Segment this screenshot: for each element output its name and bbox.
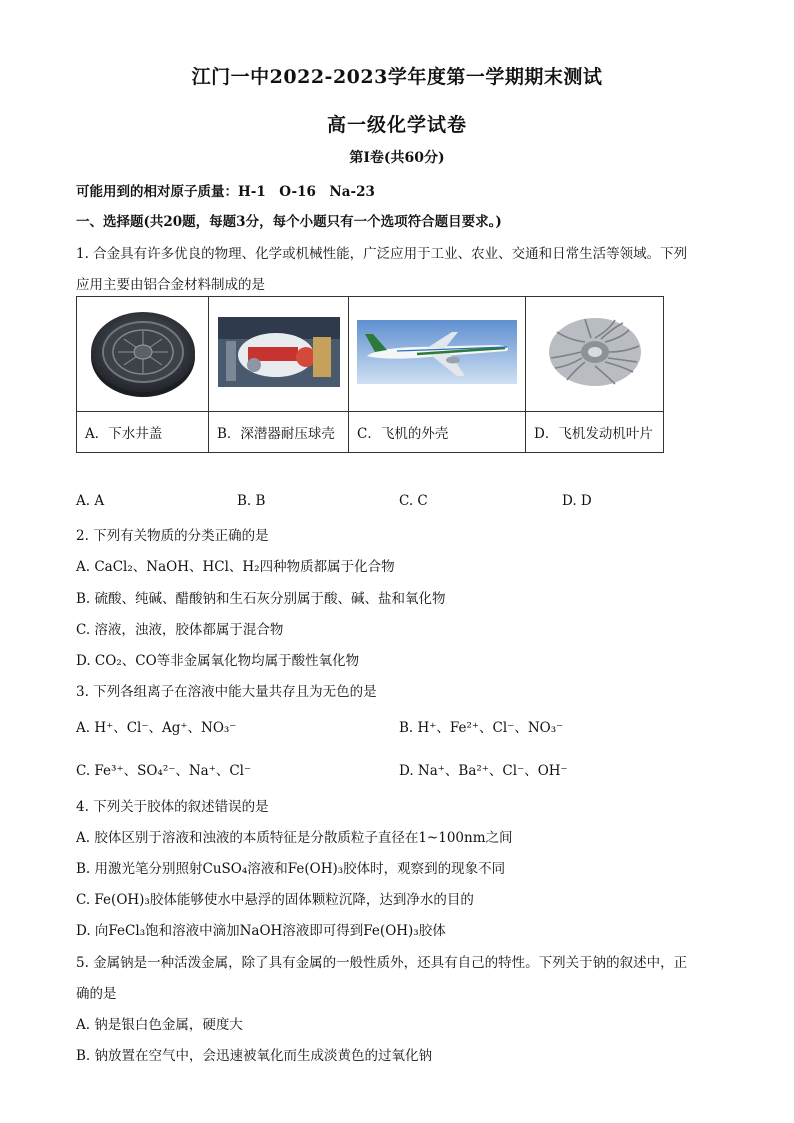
submersible-image — [209, 297, 349, 412]
airplane-image — [349, 297, 526, 412]
q1-option-d[interactable]: D. D — [562, 493, 592, 509]
q4-option-b[interactable]: B. 用激光笔分别照射CuSO₄溶液和Fe(OH)₃胶体时，观察到的现象不同 — [76, 861, 506, 877]
q3-option-b[interactable]: B. H⁺、Fe²⁺、Cl⁻、NO₃⁻ — [399, 720, 564, 736]
q3-option-d[interactable]: D. Na⁺、Ba²⁺、Cl⁻、OH⁻ — [399, 763, 568, 779]
q3-option-a[interactable]: A. H⁺、Cl⁻、Ag⁺、NO₃⁻ — [76, 720, 237, 736]
q1-image-table — [76, 296, 664, 453]
atomic-masses: 可能用到的相对原子质量：H-1 O-16 Na-23 — [76, 184, 375, 200]
engine-blade-image — [526, 297, 664, 412]
q1-caption-c: C．飞机的外壳 — [349, 412, 526, 453]
q2-option-c[interactable]: C. 溶液，浊液，胶体都属于混合物 — [76, 622, 284, 638]
section1-heading: 一、选择题(共20题，每题3分，每个小题只有一个选项符合题目要求。) — [76, 214, 502, 230]
q2-option-a[interactable]: A. CaCl₂、NaOH、HCl、H₂四种物质都属于化合物 — [76, 559, 395, 575]
q3-stem: 3. 下列各组离子在溶液中能大量共存且为无色的是 — [76, 684, 377, 700]
q1-option-b[interactable]: B. B — [237, 493, 266, 509]
q3-option-c[interactable]: C. Fe³⁺、SO₄²⁻、Na⁺、Cl⁻ — [76, 763, 252, 779]
q4-option-a[interactable]: A. 胶体区别于溶液和浊液的本质特征是分散质粒子直径在1~100nm之间 — [76, 830, 513, 846]
q4-option-d[interactable]: D. 向FeCl₃饱和溶液中滴加NaOH溶液即可得到Fe(OH)₃胶体 — [76, 923, 446, 939]
q1-option-c[interactable]: C. C — [399, 493, 428, 509]
q2-stem: 2. 下列有关物质的分类正确的是 — [76, 528, 269, 544]
q5-stem-line2: 确的是 — [76, 986, 117, 1002]
exam-title: 江门一中2022-2023学年度第一学期期末测试 — [191, 66, 603, 88]
q4-stem: 4. 下列关于胶体的叙述错误的是 — [76, 799, 269, 815]
q1-caption-d: D．飞机发动机叶片 — [526, 412, 664, 453]
q1-stem-line2: 应用主要由铝合金材料制成的是 — [76, 277, 265, 293]
q1-caption-a: A．下水井盖 — [77, 412, 209, 453]
q5-option-a[interactable]: A. 钠是银白色金属，硬度大 — [76, 1017, 243, 1033]
q1-caption-b: B．深潜器耐压球壳 — [209, 412, 349, 453]
q1-option-a[interactable]: A. A — [76, 493, 105, 509]
volume-label: 第I卷(共60分) — [349, 150, 445, 166]
q5-option-b[interactable]: B. 钠放置在空气中，会迅速被氧化而生成淡黄色的过氧化钠 — [76, 1048, 433, 1064]
q2-option-d[interactable]: D. CO₂、CO等非金属氧化物均属于酸性氧化物 — [76, 653, 360, 669]
q1-stem-line1: 1. 合金具有许多优良的物理、化学或机械性能，广泛应用于工业、农业、交通和日常生活等领域。下列 — [76, 246, 688, 262]
exam-subtitle: 高一级化学试卷 — [326, 114, 467, 136]
q2-option-b[interactable]: B. 硫酸、纯碱、醋酸钠和生石灰分别属于酸、碱、盐和氧化物 — [76, 591, 446, 607]
q4-option-c[interactable]: C. Fe(OH)₃胶体能够使水中悬浮的固体颗粒沉降，达到净水的目的 — [76, 892, 474, 908]
manhole-cover-image — [77, 297, 209, 412]
q5-stem-line1: 5. 金属钠是一种活泼金属，除了具有金属的一般性质外，还具有自己的特性。下列关于钠的叙述中，正 — [76, 955, 688, 971]
